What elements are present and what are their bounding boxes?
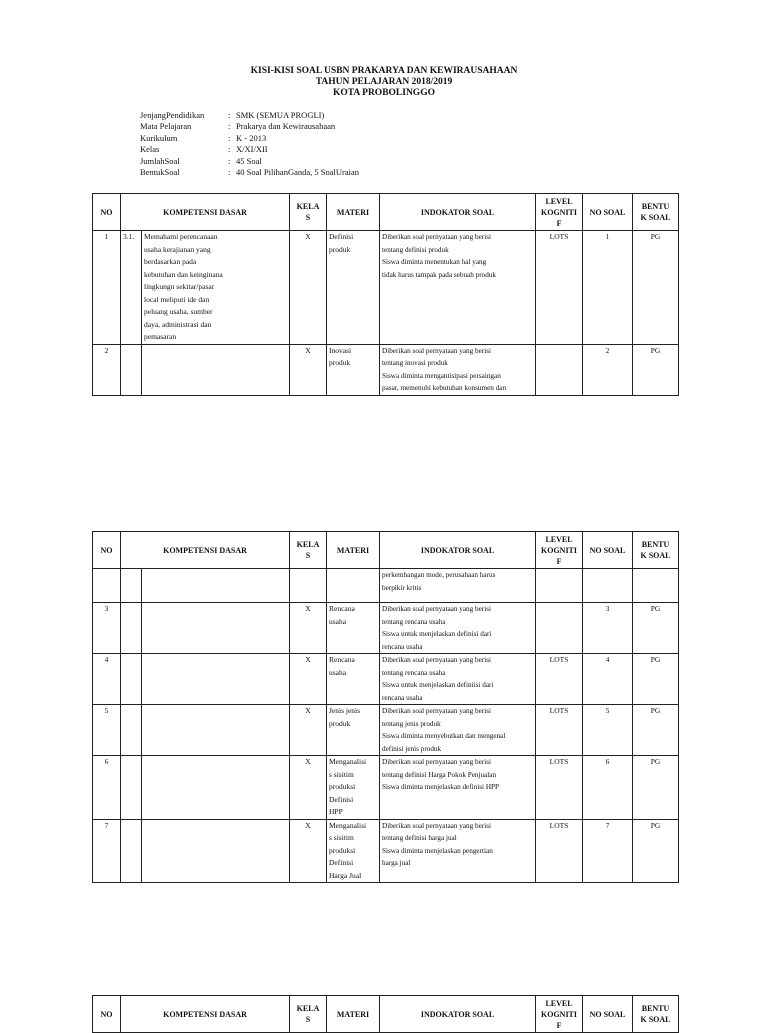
cell-indikator	[380, 603, 536, 654]
cell-indikator	[380, 819, 536, 883]
info-row	[140, 133, 359, 144]
cell-materi	[327, 603, 380, 654]
cell-bentuk	[633, 569, 679, 603]
indikator-line: definisi jenis produk	[382, 744, 442, 753]
indikator-line: rencana usaha	[382, 642, 423, 651]
header-bentuk-line: K SOAL	[640, 213, 671, 222]
indikator-line: tentang rencana usaha	[382, 668, 446, 677]
cell-materi	[327, 756, 380, 820]
materi-line: usaha	[329, 616, 347, 626]
indikator-line: tentang jenis produk	[382, 719, 441, 728]
kd-line: berdasarkan pada	[144, 257, 197, 266]
kisi-table-page-2	[92, 531, 679, 883]
header-kelas-line: S	[305, 551, 311, 560]
header-level-line: F	[556, 556, 562, 566]
header-no-soal: NO SOAL	[583, 996, 633, 1033]
table-row	[93, 756, 679, 820]
cell-kd-number	[121, 344, 142, 395]
materi-line: produksi	[329, 845, 356, 855]
cell-materi	[327, 654, 380, 705]
header-kelas	[290, 194, 327, 231]
materi-line: HPP	[329, 807, 343, 816]
kd-line: Memahami perencanaan	[144, 232, 218, 241]
materi-line: usaha	[329, 667, 347, 677]
indikator-line: Diberikan soal pernyataan yang berisi	[382, 707, 491, 715]
cell-indikator	[380, 569, 536, 603]
cell-kompetensi-dasar	[142, 569, 290, 603]
cell-materi	[327, 705, 380, 756]
header-bentuk-line: K SOAL	[640, 1015, 671, 1024]
header-level-line: F	[556, 218, 562, 228]
materi-line: Menganalisi	[329, 757, 367, 766]
cell-no: 1	[93, 231, 121, 345]
cell-kompetensi-dasar	[142, 705, 290, 756]
indikator-line: tentang definisi produk	[382, 245, 449, 254]
indikator-line: tentang definisi harga jual	[382, 834, 457, 842]
cell-no-soal: 6	[583, 756, 633, 820]
header-level-kognitif	[536, 532, 583, 569]
indikator-line: tidak harus tampak pada sebuah produk	[382, 270, 496, 279]
cell-kelas: X	[290, 756, 327, 820]
cell-level	[536, 603, 583, 654]
kd-line: lingkungn sekitar/pasar	[144, 282, 215, 291]
header-kelas-line: S	[305, 213, 311, 222]
header-kelas	[290, 532, 327, 569]
cell-indikator	[380, 231, 536, 345]
cell-level: LOTS	[536, 231, 583, 345]
cell-level	[536, 569, 583, 603]
indikator-line: tentang definisi Harga Pokok Penjualan	[382, 770, 497, 779]
cell-kd-number: 3.1.	[121, 231, 142, 345]
info-label: JenjangPendidikan	[140, 110, 205, 120]
header-indikator: INDOKATOR SOAL	[380, 996, 536, 1033]
cell-indikator	[380, 705, 536, 756]
indikator-line: tentang inovasi produk	[382, 359, 448, 367]
header-no-soal: NO SOAL	[583, 532, 633, 569]
cell-kompetensi-dasar	[142, 756, 290, 820]
materi-line: Menganalisi	[329, 820, 367, 830]
header-level-line: KOGNITI	[541, 545, 578, 555]
table-row	[93, 231, 679, 345]
header-bentuk-soal	[633, 194, 679, 231]
table-row	[93, 654, 679, 705]
header-row	[93, 532, 679, 569]
header-level-line: LEVEL	[545, 534, 573, 544]
materi-line: Harga Jual	[329, 870, 362, 880]
cell-bentuk: PG	[633, 344, 679, 395]
cell-kompetensi-dasar	[142, 603, 290, 654]
info-row	[140, 144, 359, 155]
cell-indikator	[380, 344, 536, 395]
cell-kd-number	[121, 705, 142, 756]
cell-indikator	[380, 756, 536, 820]
cell-level: LOTS	[536, 654, 583, 705]
cell-level: LOTS	[536, 705, 583, 756]
indikator-line: berpikir kritis	[382, 583, 422, 592]
header-level-line: KOGNITI	[541, 1009, 578, 1019]
cell-bentuk: PG	[633, 231, 679, 345]
indikator-line: Diberikan soal pernyataan yang berisi	[382, 821, 491, 830]
materi-line: Definisi	[329, 858, 354, 867]
cell-kd-number	[121, 569, 142, 603]
cell-kelas: X	[290, 344, 327, 395]
header-kelas	[290, 996, 327, 1033]
header-materi: MATERI	[327, 194, 380, 231]
cell-no: 3	[93, 603, 121, 654]
info-label: Kelas	[140, 144, 160, 155]
cell-bentuk: PG	[633, 819, 679, 883]
header-bentuk-soal	[633, 996, 679, 1033]
title-line-2: TAHUN PELAJARAN 2018/2019	[315, 77, 453, 87]
info-value: SMK (SEMUA PROGLI)	[236, 110, 325, 120]
kd-line: kebutuhan dan keinginana	[144, 269, 223, 279]
cell-kompetensi-dasar	[142, 654, 290, 705]
header-no: NO	[93, 532, 121, 569]
cell-no: 5	[93, 705, 121, 756]
indikator-line: harga jual	[382, 859, 411, 867]
indikator-line: pasar, memenuhi kebutuhan konsumen dan	[382, 384, 507, 392]
table-row	[93, 569, 679, 603]
indikator-line: tentang rencana usaha	[382, 617, 446, 626]
kd-line: local meliputi ide dan	[144, 294, 210, 304]
materi-line: s sisitim	[329, 833, 354, 842]
header-row	[93, 194, 679, 231]
info-value: 45 Soal	[236, 155, 262, 166]
cell-bentuk: PG	[633, 705, 679, 756]
cell-kompetensi-dasar	[142, 819, 290, 883]
cell-kelas: X	[290, 705, 327, 756]
cell-materi	[327, 569, 380, 603]
kd-line: pemasaran	[144, 332, 177, 341]
info-row	[140, 167, 359, 178]
cell-no-soal: 1	[583, 231, 633, 345]
header-kompetensi-dasar: KOMPETENSI DASAR	[121, 532, 290, 569]
header-level-line: LEVEL	[545, 998, 573, 1008]
indikator-line: Siswa diminta menentukan hal yang	[382, 258, 487, 266]
cell-level: LOTS	[536, 756, 583, 820]
header-bentuk-line: BENTU	[641, 202, 670, 211]
cell-materi	[327, 344, 380, 395]
header-kompetensi-dasar: KOMPETENSI DASAR	[121, 996, 290, 1033]
cell-bentuk: PG	[633, 603, 679, 654]
info-label: Kurikulum	[140, 132, 178, 143]
indikator-line: Siswa diminta menjelaskan definisi HPP	[382, 783, 500, 791]
cell-kelas: X	[290, 231, 327, 345]
header-bentuk-line: BENTU	[641, 540, 670, 549]
cell-kd-number	[121, 819, 142, 883]
kd-line: daya, administrasi dan	[144, 319, 212, 329]
indikator-line: Diberikan soal pernyataan yang berisi	[382, 758, 491, 766]
header-level-line: F	[556, 1020, 562, 1030]
cell-kompetensi-dasar	[142, 231, 290, 345]
info-colon: :	[228, 167, 231, 178]
header-level-line: LEVEL	[545, 196, 573, 206]
cell-kompetensi-dasar	[142, 344, 290, 395]
kd-line: peluang usaha, sumber	[144, 307, 213, 316]
materi-line: produk	[329, 718, 351, 728]
materi-line: Jenis jenis	[329, 706, 361, 715]
info-row	[140, 110, 359, 121]
header-no: NO	[93, 996, 121, 1033]
cell-no-soal: 2	[583, 344, 633, 395]
materi-line: produk	[329, 244, 351, 254]
info-value: Prakarya dan Kewirausahaan	[236, 121, 336, 132]
materi-line: Definisi	[329, 794, 354, 804]
materi-line: produk	[329, 358, 351, 367]
header-bentuk-line: K SOAL	[640, 551, 671, 560]
indikator-line: rencana usaha	[382, 693, 423, 702]
cell-kelas	[290, 569, 327, 603]
cell-no: 7	[93, 819, 121, 883]
info-colon: :	[228, 110, 231, 120]
cell-level: LOTS	[536, 819, 583, 883]
cell-kelas: X	[290, 603, 327, 654]
info-value: 40 Soal PilihanGanda, 5 SoalUraian	[236, 167, 359, 178]
header-indikator: INDOKATOR SOAL	[380, 532, 536, 569]
info-row	[140, 156, 359, 167]
header-row	[93, 996, 679, 1033]
cell-bentuk: PG	[633, 654, 679, 705]
title-line-3: KOTA PROBOLINGGO	[333, 88, 435, 98]
cell-no-soal: 3	[583, 603, 633, 654]
materi-line: s sisitim	[329, 769, 354, 779]
indikator-line: Diberikan soal pernyataan yang berisi	[382, 233, 491, 241]
cell-kd-number	[121, 654, 142, 705]
header-level-line: KOGNITI	[541, 207, 578, 217]
info-block	[140, 110, 359, 178]
cell-no-soal: 4	[583, 654, 633, 705]
indikator-line: Diberikan soal pernyataan yang berisi	[382, 656, 491, 664]
header-no: NO	[93, 194, 121, 231]
kd-line: usaha kerajianan yang	[144, 244, 211, 254]
materi-line: produksi	[329, 782, 356, 791]
header-level-kognitif	[536, 194, 583, 231]
materi-line: Rencana	[329, 604, 355, 613]
cell-no: 2	[93, 344, 121, 395]
cell-no	[93, 569, 121, 603]
header-no-soal: NO SOAL	[583, 194, 633, 231]
cell-indikator	[380, 654, 536, 705]
cell-kd-number	[121, 756, 142, 820]
header-kelas-line: KELA	[296, 202, 320, 211]
header-kelas-line: KELA	[296, 1004, 320, 1013]
info-colon: :	[228, 155, 231, 166]
indikator-line: Siswa diminta menyebutkan dan mengenal	[382, 732, 506, 740]
indikator-line: Siswa diminta mengantisipasi persaingan	[382, 371, 501, 380]
info-value: X/XI/XII	[236, 144, 268, 155]
cell-materi	[327, 231, 380, 345]
info-colon: :	[228, 121, 231, 132]
header-bentuk-line: BENTU	[641, 1004, 670, 1013]
cell-no-soal: 7	[583, 819, 633, 883]
header-level-kognitif	[536, 996, 583, 1033]
header-bentuk-soal	[633, 532, 679, 569]
cell-kd-number	[121, 603, 142, 654]
cell-no: 4	[93, 654, 121, 705]
info-label: Mata Pelajaran	[140, 121, 192, 132]
header-materi: MATERI	[327, 996, 380, 1033]
cell-materi	[327, 819, 380, 883]
info-colon: :	[228, 144, 231, 155]
title-line-1: KISI-KISI SOAL USBN PRAKARYA DAN KEWIRAUSAHAAN	[250, 66, 518, 76]
table-row	[93, 819, 679, 883]
materi-line: Rencana	[329, 655, 355, 664]
cell-no-soal: 5	[583, 705, 633, 756]
cell-no-soal	[583, 569, 633, 603]
indikator-line: Siswa diminta menjelaskan pengertian	[382, 846, 493, 855]
table-row	[93, 344, 679, 395]
table-row	[93, 705, 679, 756]
materi-line: Inovasi	[329, 345, 352, 355]
info-row	[140, 121, 359, 132]
cell-bentuk: PG	[633, 756, 679, 820]
kisi-table-page-1	[92, 193, 679, 396]
materi-line: Definisi	[329, 232, 354, 241]
header-materi: MATERI	[327, 532, 380, 569]
info-value: K - 2013	[236, 132, 267, 143]
header-kelas-line: KELA	[296, 540, 320, 549]
info-label: JumlahSoal	[140, 155, 180, 166]
cell-level	[536, 344, 583, 395]
indikator-line: perkembangan mode, perusahaan harus	[382, 571, 496, 579]
indikator-line: Siswa untuk menjelaskan definiisi dari	[382, 681, 494, 689]
cell-no: 6	[93, 756, 121, 820]
cell-kelas: X	[290, 819, 327, 883]
header-indikator: INDOKATOR SOAL	[380, 194, 536, 231]
indikator-line: Diberikan soal pernyataan yang berisi	[382, 346, 491, 355]
cell-kelas: X	[290, 654, 327, 705]
indikator-line: Siswa untuk menjelaskan definisi dari	[382, 630, 492, 638]
kisi-table-page-3	[92, 995, 679, 1033]
header-kompetensi-dasar: KOMPETENSI DASAR	[121, 194, 290, 231]
table-row	[93, 603, 679, 654]
info-label: BentukSoal	[140, 167, 180, 178]
header-kelas-line: S	[305, 1015, 311, 1024]
indikator-line: Diberikan soal pernyataan yang berisi	[382, 605, 491, 613]
info-colon: :	[228, 132, 231, 143]
